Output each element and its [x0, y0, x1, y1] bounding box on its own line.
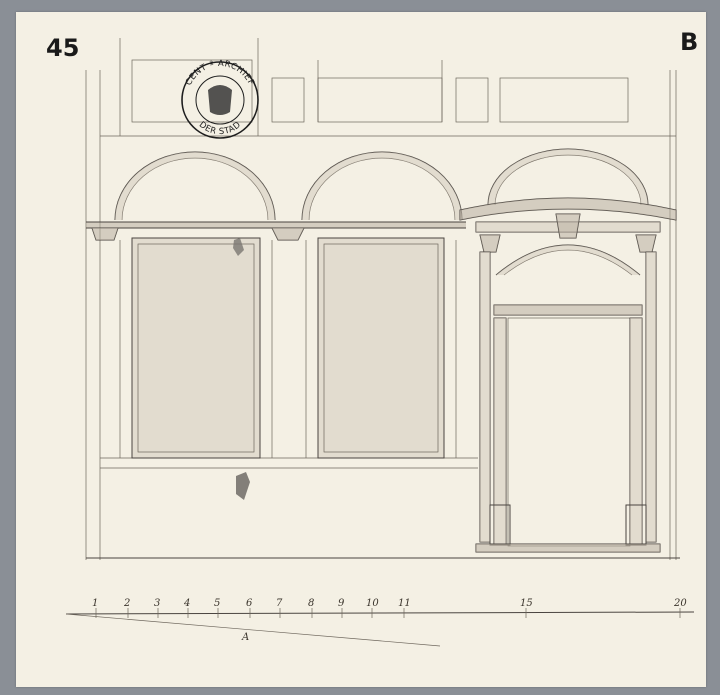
scale-label-11: 11: [398, 598, 411, 609]
scale-label-7: 7: [276, 598, 283, 609]
scale-label-1: 1: [92, 598, 99, 609]
stamp-emblem-icon: [208, 85, 232, 115]
scale-label-3: 3: [154, 598, 161, 609]
scale-label-10: 10: [366, 598, 379, 609]
wall-panels: [132, 238, 444, 458]
doorway: [460, 198, 676, 552]
scale-label-4: 4: [184, 598, 191, 609]
stamp-text-top: CENT ª ARCHIEF: [184, 58, 257, 88]
scale-bar: [66, 598, 694, 646]
scale-label-20: 20: [674, 598, 687, 609]
scale-label-2: 2: [124, 598, 131, 609]
sheet-letter: B: [680, 28, 699, 56]
scale-label-6: 6: [246, 598, 253, 609]
scale-label-5: 5: [214, 598, 221, 609]
cornice: [86, 222, 466, 240]
archive-stamp: [182, 59, 258, 138]
scale-label-9: 9: [338, 598, 345, 609]
sheet-number: 45: [46, 34, 80, 62]
scale-unit-marker: A: [242, 632, 250, 643]
scale-label-15: 15: [520, 598, 533, 609]
stamp-text-bottom: DER STAD: [196, 119, 244, 138]
scale-label-8: 8: [308, 598, 315, 609]
